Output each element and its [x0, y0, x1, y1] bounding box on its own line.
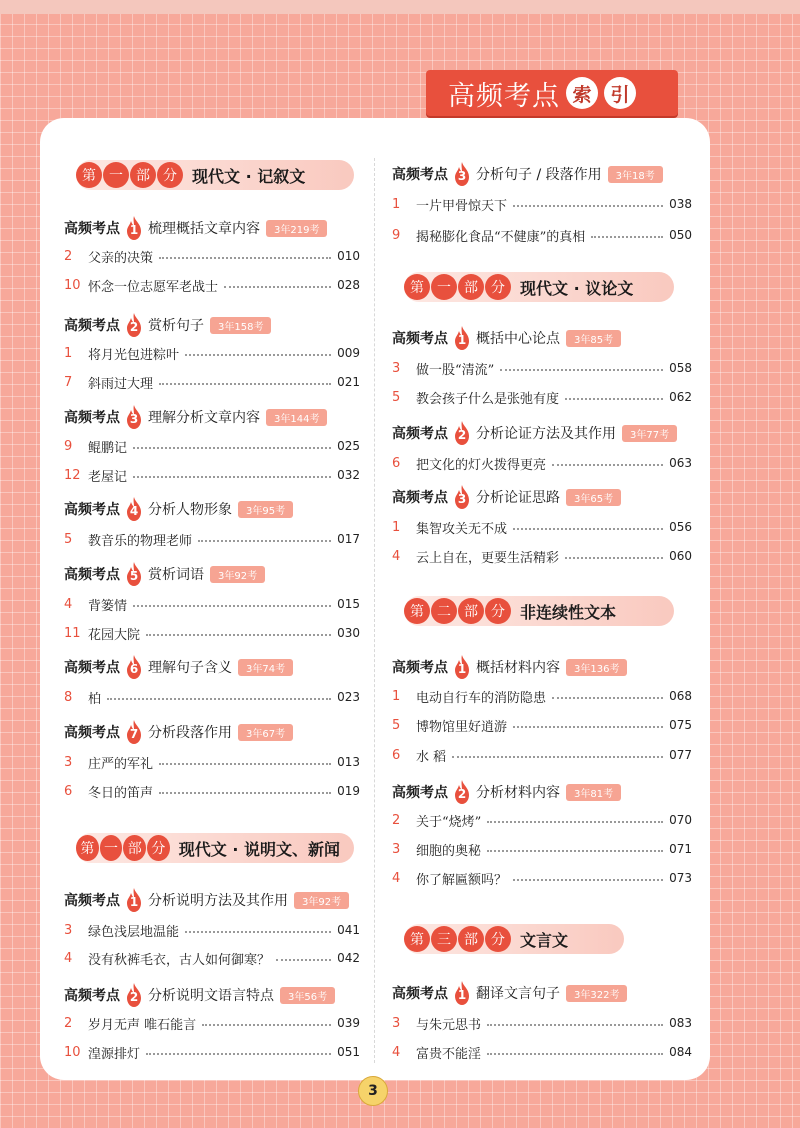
entry-number: 10: [64, 1044, 81, 1060]
dot-leader: [565, 398, 663, 400]
key-point-right-kp1: [392, 162, 663, 186]
entry-number: 6: [392, 455, 401, 471]
section-header-right-part3: [404, 924, 624, 954]
entry-title: 背篓情: [88, 598, 128, 614]
flame-icon: [452, 162, 472, 186]
entry-number: 5: [392, 389, 401, 405]
dot-leader: [487, 1024, 663, 1026]
dot-leader: [487, 821, 663, 823]
entry-page: 056: [669, 520, 692, 534]
page-number: 3: [358, 1076, 388, 1106]
dot-leader: [487, 1053, 663, 1055]
entry-page: 071: [669, 842, 692, 856]
section-char-1: 第: [404, 274, 430, 300]
key-point-left-kp7: [64, 720, 293, 744]
entry-number: 4: [392, 1044, 401, 1060]
entry-number: 4: [392, 870, 401, 886]
entry-page: 023: [337, 690, 360, 704]
key-point-label: 高频考点: [392, 426, 448, 442]
section-char-4: 分: [485, 926, 511, 952]
key-point-label: 高频考点: [392, 660, 448, 676]
dot-leader: [513, 879, 663, 881]
flame-icon: [124, 888, 144, 912]
section-char-1: 第: [76, 162, 102, 188]
section-char-4: 分: [147, 835, 170, 861]
key-point-label: 高频考点: [64, 221, 120, 237]
entry-number: 1: [392, 196, 401, 212]
key-point-left-kp2: [64, 313, 271, 337]
index-entry[interactable]: [64, 1042, 360, 1062]
entry-number: 5: [64, 531, 73, 547]
index-title-char-2: 引: [604, 77, 636, 109]
key-point-name: 分析论证思路: [476, 490, 560, 506]
entry-page: 058: [669, 361, 692, 375]
section-header-right-part1: [404, 272, 674, 302]
entry-title: 没有秋裤毛衣，古人如何御寒？: [88, 952, 271, 968]
entry-number: 6: [64, 783, 73, 799]
entry-title: 与朱元思书: [416, 1017, 482, 1033]
section-char-2: 二: [431, 598, 457, 624]
top-strip: [0, 0, 800, 14]
key-point-left-kp6: [64, 655, 293, 679]
entry-title: 花园大院: [88, 627, 141, 643]
key-point-name: 理解句子含义: [148, 660, 232, 676]
flame-icon: [124, 983, 144, 1007]
key-point-name: 梳理概括文章内容: [148, 221, 260, 237]
key-point-number: 3: [457, 492, 467, 506]
entry-title: 父亲的决策: [88, 250, 154, 266]
flame-icon: [452, 326, 472, 350]
entry-page: 060: [669, 549, 692, 563]
key-point-name: 分析句子 / 段落作用: [476, 167, 602, 183]
section-char-4: 分: [485, 274, 511, 300]
section-char-3: 部: [458, 598, 484, 624]
entry-title: 关于“烧烤”: [416, 814, 482, 830]
entry-title: 将月光包进粽叶: [88, 347, 180, 363]
key-point-label: 高频考点: [392, 331, 448, 347]
entry-title: 一片甲骨惊天下: [416, 198, 508, 214]
entry-title: 集智攻关无不成: [416, 521, 508, 537]
entry-page: 039: [337, 1016, 360, 1030]
entry-page: 038: [669, 197, 692, 211]
section-char-2: 一: [100, 835, 123, 861]
entry-title: 揭秘膨化食品“不健康”的真相: [416, 229, 586, 245]
key-point-number: 5: [129, 569, 139, 583]
flame-icon: [452, 780, 472, 804]
entry-number: 3: [392, 841, 401, 857]
entry-title: 富贵不能淫: [416, 1046, 482, 1062]
index-entry[interactable]: [64, 752, 360, 772]
dot-leader: [500, 369, 663, 371]
frequency-badge: 3年56考: [280, 987, 335, 1004]
key-point-left-kp3: [64, 405, 327, 429]
entry-number: 1: [392, 688, 401, 704]
dot-leader: [513, 726, 663, 728]
dot-leader: [107, 698, 331, 700]
entry-number: 3: [64, 922, 73, 938]
entry-page: 075: [669, 718, 692, 732]
index-entry[interactable]: [64, 436, 360, 456]
entry-number: 5: [392, 717, 401, 733]
index-entry[interactable]: [392, 225, 692, 245]
index-entry[interactable]: [64, 372, 360, 392]
entry-page: 041: [337, 923, 360, 937]
key-point-right-kp6: [392, 780, 621, 804]
flame-icon: [124, 720, 144, 744]
index-entry[interactable]: [64, 275, 360, 295]
entry-page: 063: [669, 456, 692, 470]
entry-page: 028: [337, 278, 360, 292]
index-entry[interactable]: [64, 1013, 360, 1033]
key-point-number: 2: [457, 787, 467, 801]
key-point-label: 高频考点: [64, 725, 120, 741]
entry-title: 绿色浅层地温能: [88, 924, 180, 940]
key-point-name: 分析材料内容: [476, 785, 560, 801]
entry-number: 12: [64, 467, 81, 483]
index-entry[interactable]: [64, 465, 360, 485]
index-title-banner: [426, 70, 678, 116]
section-char-3: 部: [458, 926, 484, 952]
index-entry[interactable]: [64, 920, 360, 940]
entry-title: 老屋记: [88, 469, 128, 485]
flame-icon: [452, 485, 472, 509]
entry-title: 教会孩子什么是张弛有度: [416, 391, 560, 407]
key-point-right-kp7: [392, 981, 627, 1005]
dot-leader: [452, 756, 663, 758]
index-entry[interactable]: [64, 623, 360, 643]
index-entry[interactable]: [392, 745, 692, 765]
entry-title: 斜雨过大理: [88, 376, 154, 392]
key-point-number: 7: [129, 727, 139, 741]
index-entry[interactable]: [392, 686, 692, 706]
frequency-badge: 3年144考: [266, 409, 327, 426]
section-header-right-part2: [404, 596, 674, 626]
section-char-1: 第: [404, 926, 430, 952]
key-point-label: 高频考点: [64, 567, 120, 583]
key-point-number: 1: [457, 662, 467, 676]
key-point-left-kp9: [64, 983, 335, 1007]
key-point-name: 分析人物形象: [148, 502, 232, 518]
dot-leader: [487, 850, 663, 852]
frequency-badge: 3年74考: [238, 659, 293, 676]
entry-number: 6: [392, 747, 401, 763]
index-entry[interactable]: [392, 358, 692, 378]
dot-leader: [185, 931, 331, 933]
entry-page: 010: [337, 249, 360, 263]
index-title: 高频考点: [448, 80, 560, 112]
key-point-label: 高频考点: [392, 986, 448, 1002]
dot-leader: [159, 763, 331, 765]
flame-icon: [124, 405, 144, 429]
entry-title: 柏: [88, 691, 102, 707]
entry-number: 11: [64, 625, 81, 641]
entry-page: 042: [337, 951, 360, 965]
entry-page: 025: [337, 439, 360, 453]
entry-page: 068: [669, 689, 692, 703]
section-char-4: 分: [485, 598, 511, 624]
dot-leader: [146, 634, 331, 636]
section-header-left-part2: [76, 833, 354, 863]
index-entry[interactable]: [392, 715, 692, 735]
index-entry[interactable]: [64, 246, 360, 266]
entry-page: 083: [669, 1016, 692, 1030]
frequency-badge: 3年65考: [566, 489, 621, 506]
flame-icon: [124, 497, 144, 521]
key-point-label: 高频考点: [64, 893, 120, 909]
entry-number: 7: [64, 374, 73, 390]
entry-page: 030: [337, 626, 360, 640]
key-point-right-kp2: [392, 326, 621, 350]
key-point-name: 翻译文言句子: [476, 986, 560, 1002]
section-char-2: 三: [431, 926, 457, 952]
key-point-label: 高频考点: [64, 502, 120, 518]
index-entry[interactable]: [392, 1013, 692, 1033]
entry-number: 9: [392, 227, 401, 243]
key-point-name: 分析说明方法及其作用: [148, 893, 288, 909]
key-point-number: 1: [457, 988, 467, 1002]
index-entry[interactable]: [392, 517, 692, 537]
index-entry[interactable]: [392, 810, 692, 830]
entry-number: 3: [392, 360, 401, 376]
key-point-right-kp4: [392, 485, 621, 509]
flame-icon: [124, 313, 144, 337]
entry-title: 做一股“清流”: [416, 362, 495, 378]
dot-leader: [185, 354, 331, 356]
entry-title: 云上自在，更要生活精彩: [416, 550, 560, 566]
key-point-number: 3: [129, 412, 139, 426]
dot-leader: [159, 792, 331, 794]
dot-leader: [159, 383, 331, 385]
key-point-label: 高频考点: [392, 785, 448, 801]
dot-leader: [552, 464, 663, 466]
index-title-char-1: 索: [566, 77, 598, 109]
key-point-name: 概括材料内容: [476, 660, 560, 676]
entry-page: 062: [669, 390, 692, 404]
dot-leader: [513, 528, 663, 530]
dot-leader: [552, 697, 663, 699]
key-point-label: 高频考点: [64, 410, 120, 426]
key-point-label: 高频考点: [392, 490, 448, 506]
key-point-number: 6: [129, 662, 139, 676]
section-title: 现代文 · 记叙文: [192, 166, 306, 186]
flame-icon: [452, 655, 472, 679]
key-point-number: 1: [457, 333, 467, 347]
frequency-badge: 3年67考: [238, 724, 293, 741]
entry-title: 教音乐的物理老师: [88, 533, 193, 549]
key-point-label: 高频考点: [64, 318, 120, 334]
dot-leader: [202, 1024, 331, 1026]
section-char-3: 部: [130, 162, 156, 188]
index-entry[interactable]: [64, 781, 360, 801]
entry-page: 077: [669, 748, 692, 762]
dot-leader: [224, 286, 331, 288]
section-title: 非连续性文本: [520, 602, 617, 622]
dot-leader: [198, 540, 331, 542]
frequency-badge: 3年158考: [210, 317, 271, 334]
index-entry[interactable]: [392, 546, 692, 566]
entry-page: 013: [337, 755, 360, 769]
key-point-left-kp1: [64, 216, 327, 240]
entry-page: 009: [337, 346, 360, 360]
dot-leader: [146, 1053, 331, 1055]
entry-title: 博物馆里好逍游: [416, 719, 508, 735]
frequency-badge: 3年219考: [266, 220, 327, 237]
entry-number: 9: [64, 438, 73, 454]
entry-number: 2: [392, 812, 401, 828]
entry-title: 电动自行车的消防隐患: [416, 690, 547, 706]
dot-leader: [565, 557, 663, 559]
entry-title: 细胞的奥秘: [416, 843, 482, 859]
entry-page: 021: [337, 375, 360, 389]
entry-page: 084: [669, 1045, 692, 1059]
entry-number: 1: [392, 519, 401, 535]
section-title: 文言文: [520, 930, 569, 950]
section-title: 现代文 · 说明文、新闻: [178, 839, 340, 859]
section-char-3: 部: [458, 274, 484, 300]
key-point-number: 3: [457, 169, 467, 183]
entry-number: 1: [64, 345, 73, 361]
index-entry[interactable]: [64, 529, 360, 549]
key-point-label: 高频考点: [64, 660, 120, 676]
frequency-badge: 3年92考: [294, 892, 349, 909]
key-point-right-kp5: [392, 655, 627, 679]
dot-leader: [133, 447, 331, 449]
entry-page: 015: [337, 597, 360, 611]
key-point-label: 高频考点: [64, 988, 120, 1004]
frequency-badge: 3年77考: [622, 425, 677, 442]
key-point-left-kp4: [64, 497, 293, 521]
index-entry[interactable]: [64, 594, 360, 614]
section-char-1: 第: [76, 835, 99, 861]
key-point-label: 高频考点: [392, 167, 448, 183]
frequency-badge: 3年85考: [566, 330, 621, 347]
key-point-name: 概括中心论点: [476, 331, 560, 347]
section-char-2: 一: [103, 162, 129, 188]
key-point-number: 2: [129, 990, 139, 1004]
entry-page: 017: [337, 532, 360, 546]
flame-icon: [124, 655, 144, 679]
entry-number: 4: [64, 596, 73, 612]
entry-title: 水 稻: [416, 749, 447, 765]
key-point-left-kp5: [64, 562, 265, 586]
dot-leader: [591, 236, 663, 238]
key-point-left-kp8: [64, 888, 349, 912]
key-point-number: 4: [129, 504, 139, 518]
dot-leader: [133, 476, 331, 478]
entry-title: 怀念一位志愿军老战士: [88, 279, 219, 295]
entry-page: 050: [669, 228, 692, 242]
frequency-badge: 3年81考: [566, 784, 621, 801]
flame-icon: [124, 562, 144, 586]
section-title: 现代文 · 议论文: [520, 278, 634, 298]
flame-icon: [452, 421, 472, 445]
entry-number: 4: [392, 548, 401, 564]
entry-title: 湟源排灯: [88, 1046, 141, 1062]
section-char-1: 第: [404, 598, 430, 624]
index-entry[interactable]: [392, 1042, 692, 1062]
entry-number: 4: [64, 950, 73, 966]
key-point-number: 1: [129, 895, 139, 909]
entry-page: 032: [337, 468, 360, 482]
key-point-number: 2: [457, 428, 467, 442]
section-char-3: 部: [123, 835, 146, 861]
frequency-badge: 3年95考: [238, 501, 293, 518]
entry-page: 019: [337, 784, 360, 798]
entry-title: 你了解匾额吗？: [416, 872, 508, 888]
key-point-name: 理解分析文章内容: [148, 410, 260, 426]
key-point-number: 1: [129, 223, 139, 237]
key-point-name: 分析段落作用: [148, 725, 232, 741]
entry-title: 冬日的笛声: [88, 785, 154, 801]
flame-icon: [124, 216, 144, 240]
entry-number: 3: [64, 754, 73, 770]
entry-title: 庄严的军礼: [88, 756, 154, 772]
section-char-4: 分: [157, 162, 183, 188]
frequency-badge: 3年136考: [566, 659, 627, 676]
index-entry[interactable]: [392, 194, 692, 214]
entry-number: 10: [64, 277, 81, 293]
key-point-right-kp3: [392, 421, 677, 445]
index-entry[interactable]: [392, 839, 692, 859]
entry-number: 2: [64, 248, 73, 264]
index-entry[interactable]: [392, 453, 692, 473]
entry-page: 070: [669, 813, 692, 827]
dot-leader: [276, 959, 331, 961]
index-entry[interactable]: [64, 343, 360, 363]
key-point-name: 赏析词语: [148, 567, 204, 583]
frequency-badge: 3年92考: [210, 566, 265, 583]
index-entry[interactable]: [392, 868, 692, 888]
entry-number: 2: [64, 1015, 73, 1031]
key-point-name: 分析论证方法及其作用: [476, 426, 616, 442]
entry-title: 岁月无声 唯石能言: [88, 1017, 197, 1033]
frequency-badge: 3年18考: [608, 166, 663, 183]
section-char-2: 一: [431, 274, 457, 300]
entry-title: 鲲鹏记: [88, 440, 128, 456]
entry-page: 073: [669, 871, 692, 885]
entry-title: 把文化的灯火拨得更亮: [416, 457, 547, 473]
entry-number: 3: [392, 1015, 401, 1031]
key-point-number: 2: [129, 320, 139, 334]
dot-leader: [133, 605, 331, 607]
entry-page: 051: [337, 1045, 360, 1059]
entry-number: 8: [64, 689, 73, 705]
index-entry[interactable]: [392, 387, 692, 407]
column-divider: [374, 158, 375, 1063]
key-point-name: 分析说明文语言特点: [148, 988, 274, 1004]
flame-icon: [452, 981, 472, 1005]
section-header-left-part1: [76, 160, 354, 190]
frequency-badge: 3年322考: [566, 985, 627, 1002]
index-entry[interactable]: [64, 687, 360, 707]
dot-leader: [159, 257, 331, 259]
dot-leader: [513, 205, 663, 207]
index-entry[interactable]: [64, 948, 360, 968]
key-point-name: 赏析句子: [148, 318, 204, 334]
